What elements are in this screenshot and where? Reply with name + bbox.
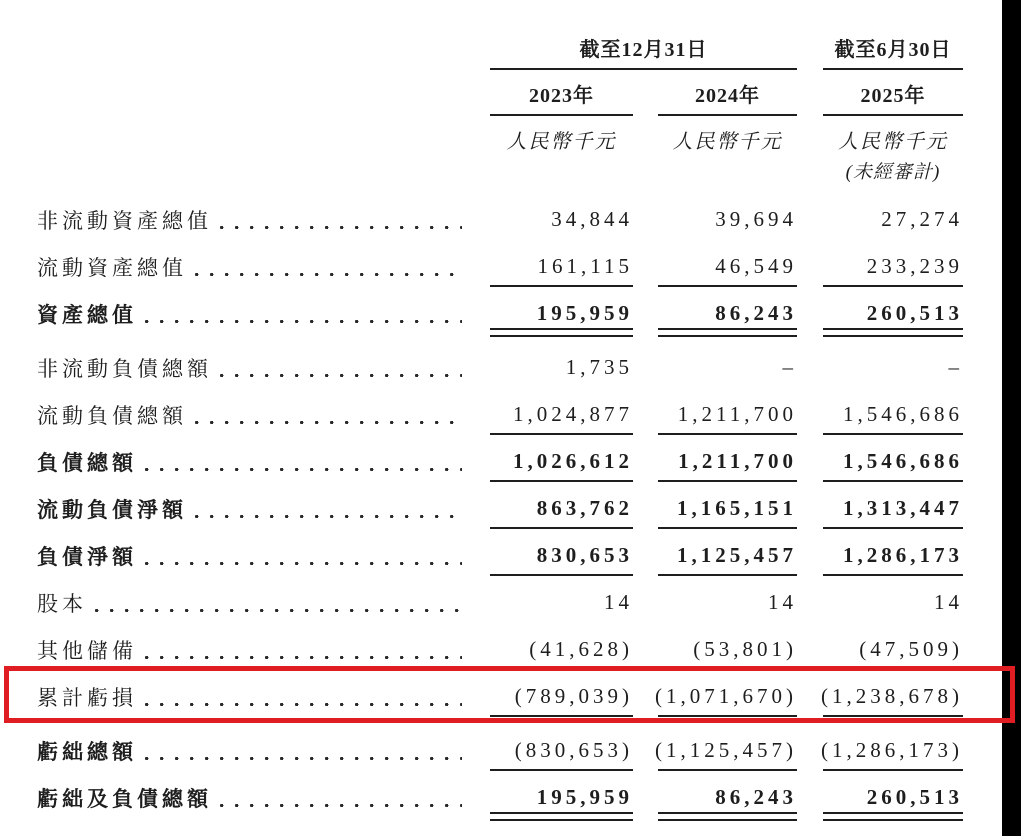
value-cell: 86,243 (658, 774, 797, 821)
value-cell: 1,313,447 (823, 485, 963, 532)
value-cell: 1,286,173 (823, 532, 963, 579)
unaudited-note-row (0, 154, 1021, 184)
value-cell: (1,286,173) (823, 727, 963, 774)
value-cell: 39,694 (715, 207, 797, 231)
value-cell: 1,546,686 (823, 438, 963, 485)
row-total-deficit-and-liabilities (0, 774, 1021, 821)
row-non-current-assets (0, 196, 1021, 243)
row-label: 流動資產總值 (37, 255, 187, 280)
dot-leader (145, 290, 462, 337)
dot-leader (95, 579, 462, 626)
value-cell: 260,513 (823, 290, 963, 337)
row-label: 虧絀總額 (37, 739, 137, 764)
value-cell: (1,125,457) (658, 727, 797, 774)
value-cell: 14 (934, 590, 963, 614)
value-cell: 260,513 (823, 774, 963, 821)
value-cell: 1,024,877 (490, 391, 633, 438)
value-cell: 86,243 (658, 290, 797, 337)
value-cell: 1,165,151 (658, 485, 797, 532)
row-share-capital (0, 579, 1021, 626)
year-header-row (0, 70, 1021, 116)
value-cell: 27,274 (881, 207, 963, 231)
row-net-liabilities (0, 532, 1021, 579)
balance-sheet-table (0, 196, 1021, 821)
value-cell: 863,762 (490, 485, 633, 532)
dot-leader (195, 243, 462, 290)
highlight-box-accumulated-losses (4, 666, 1015, 723)
value-cell: 195,959 (490, 774, 633, 821)
value-cell: 195,959 (490, 290, 633, 337)
row-label: 流動負債總額 (37, 403, 187, 428)
value-cell: (1,238,678) (823, 673, 963, 720)
value-cell: – (948, 355, 963, 379)
value-cell: (53,801) (693, 637, 797, 661)
dot-leader (195, 485, 462, 532)
year-header-2023: 2023年 (490, 70, 633, 116)
dot-leader (145, 727, 462, 774)
value-cell: 1,125,457 (658, 532, 797, 579)
value-cell: 1,211,700 (658, 391, 797, 438)
row-label: 負債總額 (37, 450, 137, 475)
unit-label-2025: 人民幣千元 (838, 131, 948, 153)
value-cell: (47,509) (859, 637, 963, 661)
value-cell: 233,239 (823, 243, 963, 290)
row-total-deficit (0, 727, 1021, 774)
row-label: 負債淨額 (37, 544, 137, 569)
value-cell: (830,653) (490, 727, 633, 774)
value-cell: 14 (604, 590, 633, 614)
value-cell: 1,735 (565, 355, 633, 379)
value-cell: – (782, 355, 797, 379)
value-cell: 46,549 (658, 243, 797, 290)
dot-leader (220, 196, 462, 243)
value-cell: 161,115 (490, 243, 633, 290)
year-header-2025: 2025年 (823, 70, 963, 116)
value-cell: 14 (768, 590, 797, 614)
row-label: 股本 (37, 591, 87, 616)
value-cell: 830,653 (490, 532, 633, 579)
period-header-row (0, 33, 1021, 70)
value-cell: (41,628) (529, 637, 633, 661)
table-header (0, 33, 1021, 184)
row-label: 資產總值 (37, 302, 137, 327)
unaudited-note: (未經審計) (845, 162, 941, 183)
row-current-liabilities (0, 391, 1021, 438)
row-label: 其他儲備 (37, 638, 137, 663)
dot-leader (220, 774, 462, 821)
row-total-assets (0, 290, 1021, 337)
row-label: 虧絀及負債總額 (37, 786, 212, 811)
row-net-current-liabilities (0, 485, 1021, 532)
unit-label-2024: 人民幣千元 (672, 131, 783, 153)
dot-leader (145, 438, 462, 485)
period-header-jun30: 截至6月30日 (823, 33, 963, 70)
row-label: 非流動負債總額 (37, 356, 212, 381)
value-cell: 1,546,686 (823, 391, 963, 438)
row-label: 流動負債淨額 (37, 497, 187, 522)
value-cell: 1,211,700 (658, 438, 797, 485)
row-label: 累計虧損 (37, 685, 137, 710)
dot-leader (220, 344, 462, 391)
row-total-liabilities (0, 438, 1021, 485)
year-header-2024: 2024年 (658, 70, 797, 116)
row-non-current-liabilities (0, 344, 1021, 391)
dot-leader (145, 532, 462, 579)
period-header-dec31: 截至12月31日 (490, 33, 797, 70)
unit-row (0, 116, 1021, 154)
row-current-assets (0, 243, 1021, 290)
unit-label-2023: 人民幣千元 (506, 131, 617, 153)
value-cell: 34,844 (551, 207, 633, 231)
value-cell: (1,071,670) (658, 673, 797, 720)
row-label: 非流動資產總值 (37, 208, 212, 233)
value-cell: (789,039) (490, 673, 633, 720)
value-cell: 1,026,612 (490, 438, 633, 485)
dot-leader (195, 391, 462, 438)
